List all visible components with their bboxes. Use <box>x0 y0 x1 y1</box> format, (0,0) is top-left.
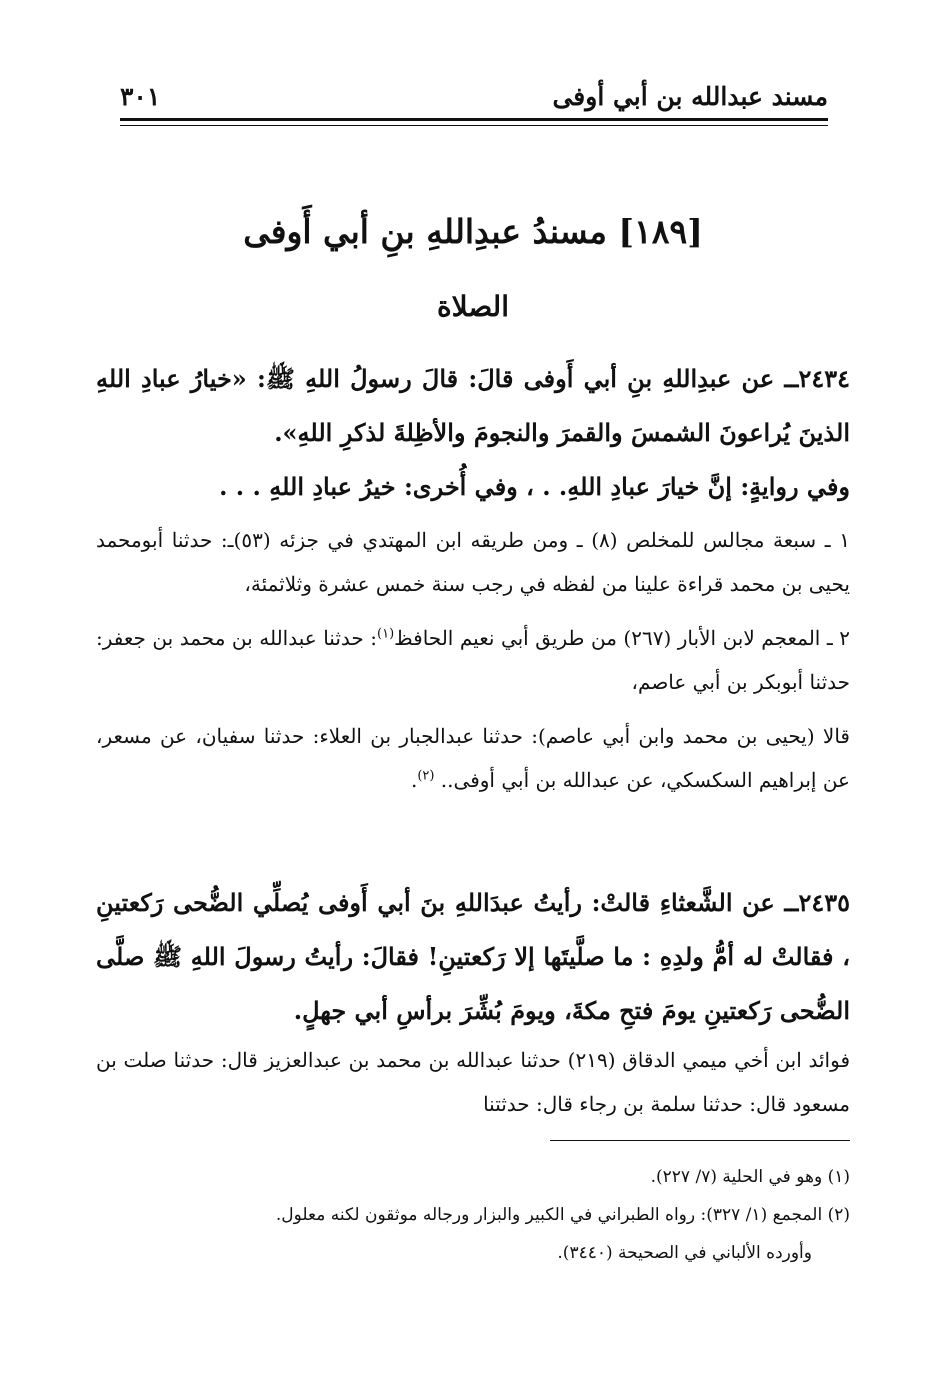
running-header <box>120 82 828 118</box>
footnote-ref-1[interactable]: (١) <box>377 626 395 642</box>
source-3-end: . <box>410 768 418 792</box>
source-2435-1: فوائد ابن أخي ميمي الدقاق (٢١٩) حدثنا عبدالله بن محمد بن عبدالعزيز قال: حدثنا صلت بن مسعود قال: حدثنا سلمة بن رجاء قال: حدثتنا <box>96 1048 851 1116</box>
page-number: ٣٠١ <box>120 82 161 111</box>
header-rule-thin <box>120 125 828 126</box>
running-title: مسند عبدالله بن أبي أوفى <box>552 82 828 111</box>
hadith-2435 <box>96 876 850 1038</box>
source-2 <box>96 616 850 704</box>
hadith-2434-variant: وفي روايةٍ: إنَّ خيارَ عبادِ اللهِ. . ، وفي أُخرى: خيرُ عبادِ اللهِ . . . <box>219 472 850 501</box>
source-3-text: قالا (يحيى بن محمد وابن أبي عاصم): حدثنا عبدالجبار بن العلاء: حدثنا سفيان، عن مسعر، عن إبراهيم السكسكي، عن عبدالله بن أبي أوفى.. <box>96 724 850 792</box>
section-title: الصلاة <box>437 290 509 323</box>
footnote-2: (٢) المجمع (١/ ٣٢٧): رواه الطبراني في الكبير والبزار ورجاله موثقون لكنه معلول. <box>275 1205 850 1225</box>
footnote-ref-2[interactable]: (٢) <box>417 768 435 784</box>
sources-2435 <box>96 1038 850 1126</box>
footnote-2-continued: وأورده الألباني في الصحيحة (٣٤٤٠). <box>557 1243 812 1263</box>
sources-2434 <box>96 518 850 802</box>
source-3 <box>96 714 850 802</box>
footnote-1: (١) وهو في الحلية (٧/ ٢٢٧). <box>650 1167 850 1187</box>
source-2-text-cont: : حدثنا عبدالله بن محمد بن جعفر: حدثنا أبوبكر بن أبي عاصم، <box>96 626 850 694</box>
footnotes <box>96 1158 850 1272</box>
musnad-title: [١٨٩] مسندُ عبدِاللهِ بنِ أبي أَوفى <box>243 212 703 251</box>
hadith-2434 <box>96 352 850 514</box>
footnote-rule <box>550 1140 850 1141</box>
hadith-2434-text: ٢٤٣٤ــ عن عبدِاللهِ بنِ أبي أَوفى قالَ: قالَ رسولُ اللهِ ﷺ: «خيارُ عبادِ اللهِ الذينَ يُراعونَ الشمسَ والقمرَ والنجومَ والأظِلةَ لذكرِ اللهِ». <box>96 364 850 447</box>
header-rule-thick <box>120 118 828 121</box>
source-2-text: ٢ ـ المعجم لابن الأبار (٢٦٧) من طريق أبي نعيم الحافظ <box>394 626 850 650</box>
source-1: ١ ـ سبعة مجالس للمخلص (٨) ـ ومن طريقه ابن المهتدي في جزئه (٥٣)ـ: حدثنا أبومحمد يحيى بن محمد قراءة علينا من لفظه في رجب سنة خمس عشرة وثلاثمئة، <box>96 528 851 596</box>
hadith-2435-text: ٢٤٣٥ــ عن الشَّعثاءِ قالتْ: رأيتُ عبدَاللهِ بنَ أبي أَوفى يُصلِّي الضُّحى رَكعتينِ ، فقالتْ له أمُّ ولدِهِ : ما صلَّيتَها إلا رَكعتينِ! فقالَ: رأيتُ رسولَ اللهِ ﷺ صلَّى الضُّحى رَكعتينِ يومَ فتحِ مكةَ، ويومَ بُشِّرَ برأسِ أبي جهلٍ. <box>96 888 850 1025</box>
